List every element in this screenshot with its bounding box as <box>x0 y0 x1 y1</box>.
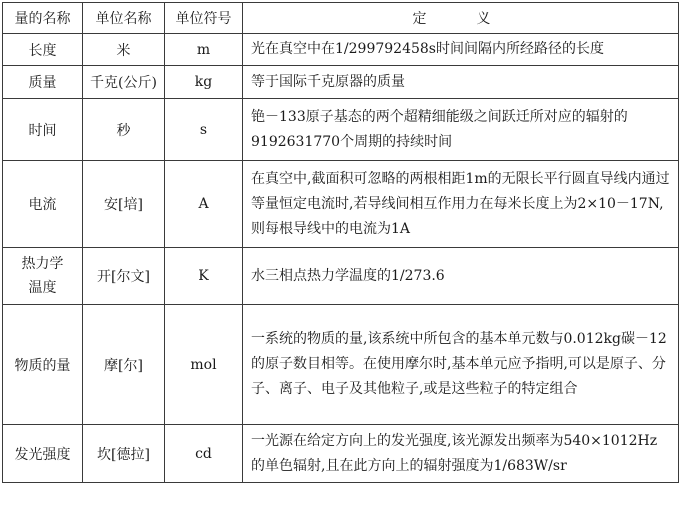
header-unit-name: 单位名称 <box>83 3 165 34</box>
si-base-units-table <box>2 2 679 483</box>
table-row <box>3 305 679 425</box>
quantity-name: 长度 <box>3 34 83 66</box>
unit-symbol: kg <box>165 66 243 99</box>
definition: 水三相点热力学温度的1/273.6 <box>243 248 679 305</box>
header-definition: 定 义 <box>243 3 679 34</box>
unit-symbol: cd <box>165 425 243 483</box>
definition: 等于国际千克原器的质量 <box>243 66 679 99</box>
header-quantity-name: 量的名称 <box>3 3 83 34</box>
unit-symbol: s <box>165 99 243 161</box>
table-row <box>3 34 679 66</box>
unit-symbol: A <box>165 161 243 248</box>
definition: 在真空中,截面积可忽略的两根相距1m的无限长平行圆直导线内通过等量恒定电流时,若导线间相互作用力在每米长度上为2×10－17N,则每根导线中的电流为1A <box>243 161 679 248</box>
quantity-name: 电流 <box>3 161 83 248</box>
table-row <box>3 66 679 99</box>
table-row <box>3 248 679 305</box>
unit-symbol: mol <box>165 305 243 425</box>
definition: 一光源在给定方向上的发光强度,该光源发出频率为540×1012Hz的单色辐射,且在此方向上的辐射强度为1/683W/sr <box>243 425 679 483</box>
unit-name: 米 <box>83 34 165 66</box>
header-row <box>3 3 679 34</box>
quantity-name: 发光强度 <box>3 425 83 483</box>
table-row <box>3 161 679 248</box>
unit-name: 摩[尔] <box>83 305 165 425</box>
unit-name: 开[尔文] <box>83 248 165 305</box>
definition: 光在真空中在1/299792458s时间间隔内所经路径的长度 <box>243 34 679 66</box>
quantity-name: 质量 <box>3 66 83 99</box>
definition: 铯－133原子基态的两个超精细能级之间跃迁所对应的辐射的9192631770个周期的持续时间 <box>243 99 679 161</box>
quantity-name: 热力学温度 <box>3 248 83 305</box>
unit-name: 千克(公斤) <box>83 66 165 99</box>
unit-name: 安[培] <box>83 161 165 248</box>
unit-name: 坎[德拉] <box>83 425 165 483</box>
unit-name: 秒 <box>83 99 165 161</box>
header-unit-symbol: 单位符号 <box>165 3 243 34</box>
quantity-name: 物质的量 <box>3 305 83 425</box>
quantity-name: 时间 <box>3 99 83 161</box>
unit-symbol: m <box>165 34 243 66</box>
definition: 一系统的物质的量,该系统中所包含的基本单元数与0.012kg碳－12的原子数目相等。在使用摩尔时,基本单元应予指明,可以是原子、分子、离子、电子及其他粒子,或是这些粒子的特定组合 <box>243 305 679 425</box>
table-row <box>3 99 679 161</box>
unit-symbol: K <box>165 248 243 305</box>
table-row <box>3 425 679 483</box>
